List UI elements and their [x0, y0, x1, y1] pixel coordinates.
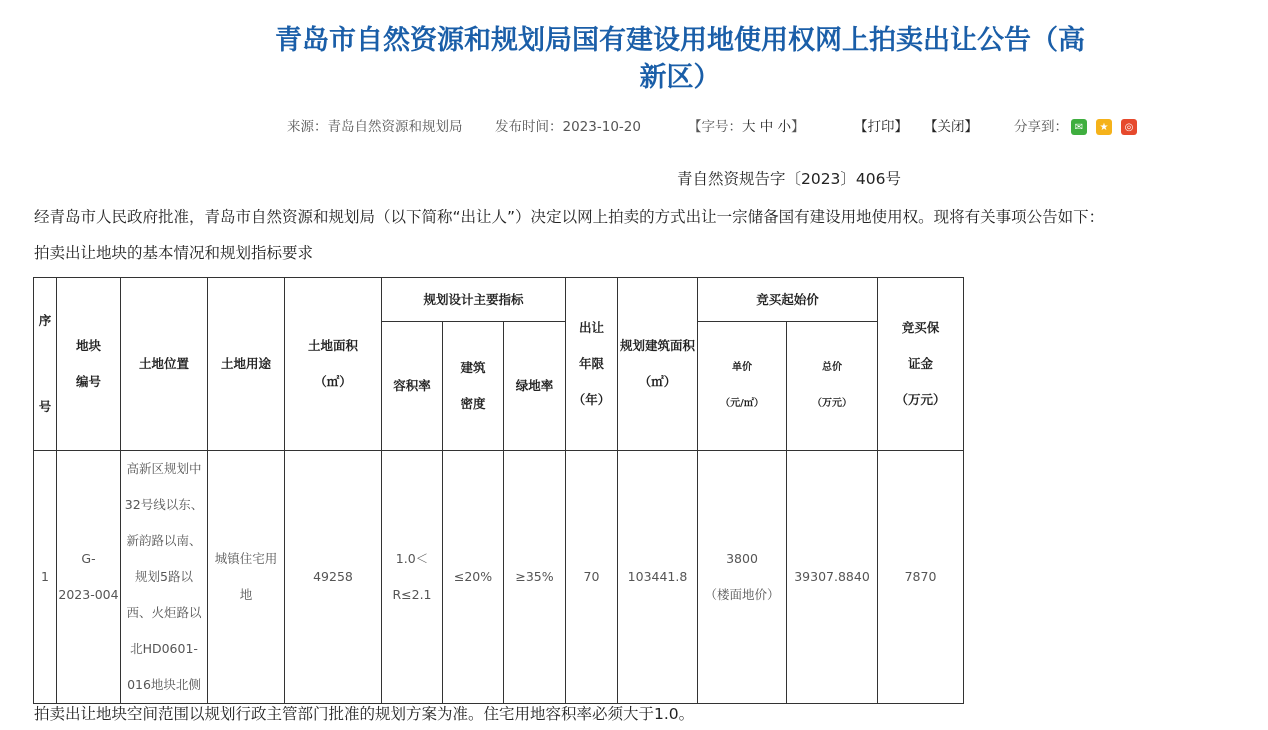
header-start-price: 竞买起始价 [698, 278, 878, 322]
header-unit-price [698, 322, 787, 451]
cell-location-line-4: 规划5路以 [135, 569, 193, 584]
cell-location-line-7: 016地块北侧 [127, 677, 201, 692]
font-medium-button[interactable]: 中 [759, 119, 774, 135]
cell-far-1: 1.0＜ [395, 551, 429, 566]
header-total-price-1: 总价 [822, 362, 842, 374]
header-term-3: （年） [572, 392, 611, 407]
cell-location-line-1: 高新区规划中 [126, 461, 202, 476]
section-title: 拍卖出让地块的基本情况和规划指标要求 [34, 244, 314, 262]
header-term [566, 278, 618, 451]
header-location: 土地位置 [121, 278, 208, 451]
header-far: 容积率 [382, 322, 443, 451]
cell-use-2: 地 [239, 587, 253, 602]
font-large-button[interactable]: 大 [742, 119, 756, 135]
header-seq [34, 278, 57, 451]
cell-far [382, 451, 443, 704]
header-deposit-3: （万元） [895, 392, 946, 407]
cell-location-line-5: 西、火炬路以 [126, 605, 202, 620]
cell-term: 70 [566, 451, 618, 704]
header-total-price [787, 322, 878, 451]
cell-location-line-3: 新韵路以南、 [126, 533, 202, 548]
cell-location-line-2: 32号线以东、 [124, 497, 204, 512]
document-number: 青自然资规告字〔2023〕406号 [676, 170, 902, 188]
cell-code-2: 2023-004 [58, 587, 119, 602]
cell-unit-price-1: 3800 [726, 551, 758, 566]
header-total-price-2: （万元） [812, 398, 852, 410]
header-use: 土地用途 [208, 278, 285, 451]
header-code-2: 编号 [75, 374, 101, 389]
header-term-1: 出让 [578, 320, 604, 335]
page-title-line-1: 青岛市自然资源和规划局国有建设用地使用权网上拍卖出让公告（高 [275, 25, 1085, 56]
header-unit-price-1: 单价 [732, 362, 752, 374]
header-green: 绿地率 [504, 322, 566, 451]
font-size-label-open: 【字号： [688, 119, 742, 135]
header-build-area-2: （㎡） [638, 374, 677, 389]
cell-use-1: 城镇住宅用 [214, 551, 278, 566]
cell-deposit: 7870 [878, 451, 964, 704]
header-build-area-1: 规划建筑面积 [619, 338, 695, 353]
font-size-label-close: 】 [791, 119, 805, 135]
intro-paragraph: 经青岛市人民政府批准，青岛市自然资源和规划局（以下简称“出让人”）决定以网上拍卖的方式出让一宗储备国有建设用地使用权。现将有关事项公告如下： [34, 208, 1105, 226]
cell-unit-price-2: （楼面地价） [704, 587, 780, 602]
weibo-icon[interactable]: ◎ [1121, 119, 1137, 135]
font-small-button[interactable]: 小 [777, 119, 792, 135]
header-density [443, 322, 504, 451]
cell-code [57, 451, 121, 704]
cell-unit-price [698, 451, 787, 704]
qzone-icon[interactable]: ★ [1096, 119, 1112, 135]
cell-density: ≤20% [443, 451, 504, 704]
print-button[interactable]: 【打印】 [854, 119, 908, 135]
header-density-2: 密度 [460, 396, 486, 412]
header-seq-2: 号 [38, 399, 52, 414]
source-label: 来源：青岛自然资源和规划局 [287, 119, 463, 135]
header-area [285, 278, 382, 451]
header-density-1: 建筑 [460, 360, 486, 376]
page-title [230, 22, 1130, 96]
cell-location [121, 451, 208, 704]
cell-location-line-6: 北HD0601- [130, 641, 198, 656]
header-code-1: 地块 [75, 338, 101, 353]
cell-seq: 1 [34, 451, 57, 704]
cell-total-price: 39307.8840 [787, 451, 878, 704]
land-info-table [33, 277, 964, 704]
cell-use [208, 451, 285, 704]
share-label: 分享到： [1014, 119, 1068, 135]
header-deposit-1: 竞买保 [901, 320, 940, 335]
header-area-1: 土地面积 [307, 338, 358, 353]
cell-far-2: R≤2.1 [392, 587, 432, 602]
publish-date: 发布时间：2023-10-20 [495, 119, 641, 135]
header-deposit [878, 278, 964, 451]
table-row [34, 451, 964, 704]
header-unit-price-2: （元/㎡） [720, 398, 764, 410]
cell-area: 49258 [285, 451, 382, 704]
cell-code-1: G- [81, 551, 96, 566]
wechat-icon[interactable]: ✉ [1071, 119, 1087, 135]
header-code [57, 278, 121, 451]
header-build-area [618, 278, 698, 451]
close-button[interactable]: 【关闭】 [924, 119, 978, 135]
footer-note: 拍卖出让地块空间范围以规划行政主管部门批准的规划方案为准。住宅用地容积率必须大于1.0。 [34, 705, 695, 723]
header-planning: 规划设计主要指标 [382, 278, 566, 322]
header-area-2: （㎡） [314, 374, 352, 389]
font-size-control [688, 117, 805, 137]
cell-build-area: 103441.8 [618, 451, 698, 704]
header-term-2: 年限 [578, 356, 604, 371]
page-title-line-2: 新区） [639, 62, 721, 93]
cell-green: ≥35% [504, 451, 566, 704]
header-deposit-2: 证金 [908, 356, 934, 371]
header-seq-1: 序 [38, 313, 52, 328]
